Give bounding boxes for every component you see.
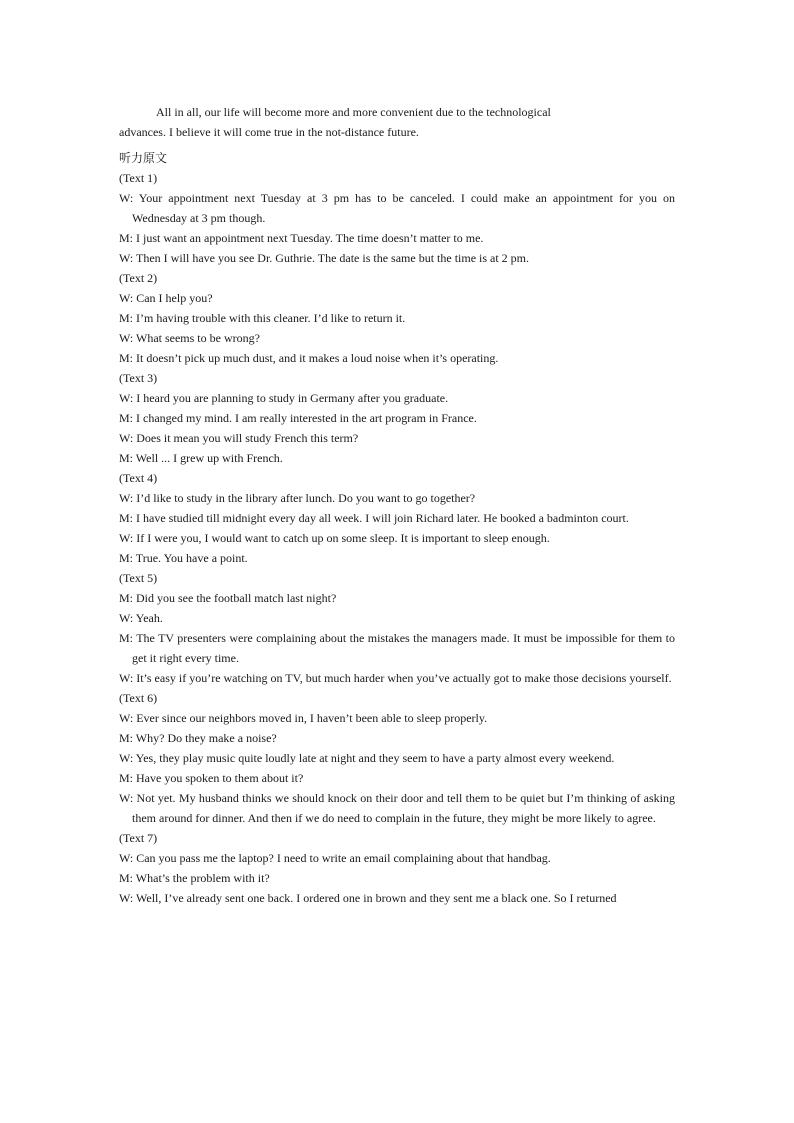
transcript-line: M: Well ... I grew up with French.: [119, 451, 283, 465]
transcript-line: W: I’d like to study in the library after lunch. Do you want to go together?: [119, 491, 476, 505]
transcript-line: W: Yes, they play music quite loudly late at night and they seem to have a party almost every weekend.: [119, 751, 615, 765]
transcript-line: W: Well, I’ve already sent one back. I ordered one in brown and they sent me a black one. So I returned: [119, 891, 617, 905]
transcript-line: M: Did you see the football match last night?: [119, 591, 337, 605]
transcript-line: W: It’s easy if you’re watching on TV, but much harder when you’ve actually got to make those decisions yourself.: [119, 671, 672, 685]
transcript-line: M: I changed my mind. I am really interested in the art program in France.: [119, 411, 477, 425]
transcript-line: W: Can you pass me the laptop? I need to write an email complaining about that handbag.: [119, 851, 551, 865]
transcript-line: W: Yeah.: [119, 611, 163, 625]
transcript-line: (Text 4): [119, 471, 158, 485]
transcript-line: M: Have you spoken to them about it?: [119, 771, 304, 785]
intro-line-2: advances. I believe it will come true in the not-distance future.: [119, 125, 419, 139]
transcript-line: W: Your appointment next Tuesday at 3 pm has to be canceled. I could make an appointment for you on Wednesday at 3 pm though.: [119, 191, 675, 225]
transcript-line: (Text 7): [119, 831, 158, 845]
transcript-line: W: Then I will have you see Dr. Guthrie. The date is the same but the time is at 2 pm.: [119, 251, 530, 265]
transcript-line: W: Ever since our neighbors moved in, I haven’t been able to sleep properly.: [119, 711, 488, 725]
document-body: [119, 102, 675, 908]
transcript-line: W: Can I help you?: [119, 291, 213, 305]
transcript-line: W: Not yet. My husband thinks we should knock on their door and tell them to be quiet but I’m thinking of asking them around for dinner. And then if we do need to complain in the future, they might be more likely to agree.: [119, 791, 675, 825]
section-title: 听力原文: [119, 151, 168, 165]
transcript-line: M: I just want an appointment next Tuesday. The time doesn’t matter to me.: [119, 231, 484, 245]
transcript-line: (Text 5): [119, 571, 158, 585]
transcript-line: M: Why? Do they make a noise?: [119, 731, 277, 745]
transcript-line: W: What seems to be wrong?: [119, 331, 260, 345]
transcript-line: M: True. You have a point.: [119, 551, 248, 565]
transcript-line: W: If I were you, I would want to catch up on some sleep. It is important to sleep enough.: [119, 531, 550, 545]
intro-paragraph: [119, 102, 675, 142]
transcript-line: W: I heard you are planning to study in Germany after you graduate.: [119, 391, 449, 405]
transcript-line: (Text 6): [119, 691, 158, 705]
transcript-line: M: The TV presenters were complaining about the mistakes the managers made. It must be impossible for them to get it right every time.: [119, 631, 675, 665]
transcript-line: M: I have studied till midnight every day all week. I will join Richard later. He booked a badminton court.: [119, 511, 629, 525]
intro-line-1: All in all, our life will become more and more convenient due to the technological: [156, 105, 551, 119]
transcript-line: M: I’m having trouble with this cleaner. I’d like to return it.: [119, 311, 406, 325]
transcript-line: (Text 3): [119, 371, 158, 385]
transcript-line: (Text 2): [119, 271, 158, 285]
transcript-line: (Text 1): [119, 171, 158, 185]
transcript-line: M: It doesn’t pick up much dust, and it makes a loud noise when it’s operating.: [119, 351, 499, 365]
transcript-line: M: What’s the problem with it?: [119, 871, 270, 885]
transcript-line: W: Does it mean you will study French this term?: [119, 431, 359, 445]
